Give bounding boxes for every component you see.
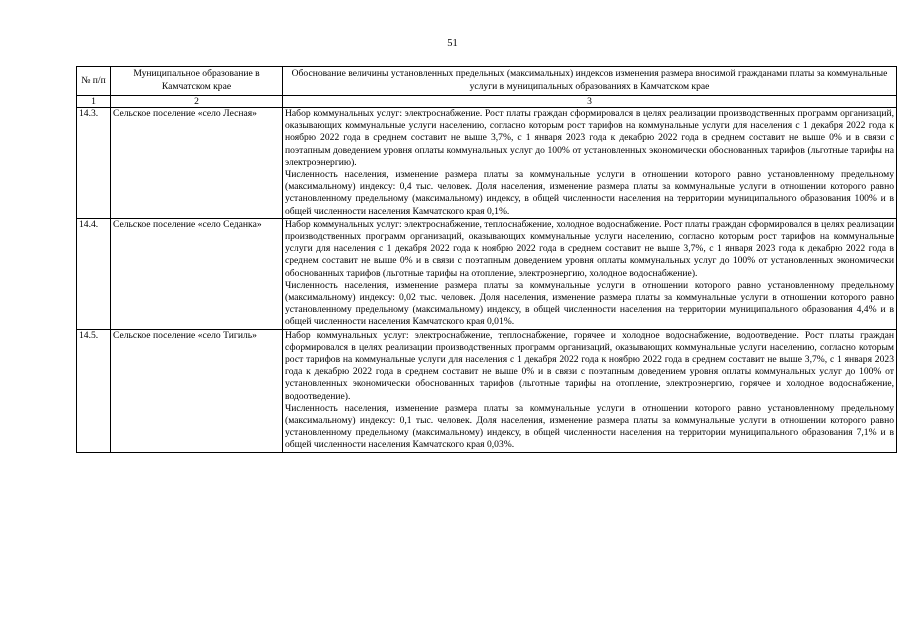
column-number-3: 3 [283, 96, 897, 108]
column-numbers-row [77, 96, 897, 108]
header-municipality: Муниципальное образование в Камчатском крае [111, 67, 283, 96]
row-justification [283, 108, 897, 219]
page-number: 51 [447, 38, 458, 49]
table-row [77, 329, 897, 452]
justification-paragraph: Набор коммунальных услуг: электроснабжение, теплоснабжение, холодное водоснабжение. Рост платы граждан сформировался в целях реализации производственных программ организаций, оказывающих коммунальные услуги населению, согласно которым рост тарифов на коммунальные услуги для населения с 1 декабря 2022 года к ноябрю 2022 года в среднем составит не выше 3,7%, с 1 января 2023 года к декабрю 2022 года в среднем составит не выше 0% и в связи с поэтапным доведением уровня оплаты коммунальных услуг до 100% от установленных экономически обоснованных тарифов (льготные тарифы на отопление, электроэнергию, холодное водоснабжение). [285, 218, 894, 279]
row-number: 14.5. [77, 329, 111, 452]
tariff-index-table [76, 66, 897, 453]
column-number-1: 1 [77, 96, 111, 108]
justification-paragraph: Набор коммунальных услуг: электроснабжение, теплоснабжение, горячее и холодное водоснабжение, водоотведение. Рост платы граждан сформировался в целях реализации производственных программ организаций, оказывающих коммунальные услуги населению, согласно которым рост тарифов на коммунальные услуги для населения с 1 декабря 2022 года к ноябрю 2022 года в среднем составит не выше 3,7%, с 1 января 2023 года к декабрю 2022 года в среднем составит не выше 0% и в связи с поэтапным доведением уровня оплаты коммунальных услуг до 100% от установленных экономически обоснованных тарифов (льготные тарифы на отопление, электроэнергию, горячее и холодное водоснабжение, водоотведение). [285, 329, 894, 402]
table-row [77, 108, 897, 219]
table-header-row [77, 67, 897, 96]
row-municipality: Сельское поселение «село Седанка» [111, 218, 283, 329]
table-row [77, 218, 897, 329]
row-number: 14.4. [77, 218, 111, 329]
row-municipality: Сельское поселение «село Тигиль» [111, 329, 283, 452]
justification-paragraph: Набор коммунальных услуг: электроснабжение. Рост платы граждан сформировался в целях реализации производственных программ организаций, оказывающих коммунальные услуги населению, согласно которым рост тарифов на коммунальные услуги для населения с 1 декабря 2022 года к ноябрю 2022 года в среднем составит не выше 3,7%, с 1 января 2023 года к декабрю 2022 года в среднем составит не выше 0% и в связи с поэтапным доведением уровня оплаты коммунальных услуг до 100% от установленных экономически обоснованных тарифов (льготные тарифы на электроэнергию). [285, 108, 894, 168]
justification-paragraph: Численность населения, изменение размера платы за коммунальные услуги в отношении которого равно установленному предельному (максимальному) индексу: 0,02 тыс. человек. Доля населения, изменение размера платы за коммунальные услуги в отношении которого равно установленному предельному (максимальному) индексу, в общей численности населения на территории муниципального образования 4,4% и в общей численности населения Камчатского края 0,01%. [285, 279, 894, 328]
row-justification [283, 329, 897, 452]
row-municipality: Сельское поселение «село Лесная» [111, 108, 283, 219]
row-justification [283, 218, 897, 329]
justification-paragraph: Численность населения, изменение размера платы за коммунальные услуги в отношении которого равно установленному предельному (максимальному) индексу: 0,4 тыс. человек. Доля населения, изменение размера платы за коммунальные услуги в отношении которого равно установленному предельному (максимальному) индексу, в общей численности населения на территории муниципального образования 100% и в общей численности населения Камчатского края 0,1%. [285, 169, 894, 217]
header-number: № п/п [77, 67, 111, 96]
justification-paragraph: Численность населения, изменение размера платы за коммунальные услуги в отношении которого равно установленному предельному (максимальному) индексу: 0,1 тыс. человек. Доля населения, изменение размера платы за коммунальные услуги в отношении которого равно установленному предельному (максимальному) индексу, в общей численности населения на территории муниципального образования 7,1% и в общей численности населения Камчатского края 0,03%. [285, 402, 894, 451]
row-number: 14.3. [77, 108, 111, 219]
header-justification: Обоснование величины установленных предельных (максимальных) индексов изменения размера вносимой гражданами платы за коммунальные услуги в муниципальных образованиях в Камчатском крае [283, 67, 897, 96]
column-number-2: 2 [111, 96, 283, 108]
